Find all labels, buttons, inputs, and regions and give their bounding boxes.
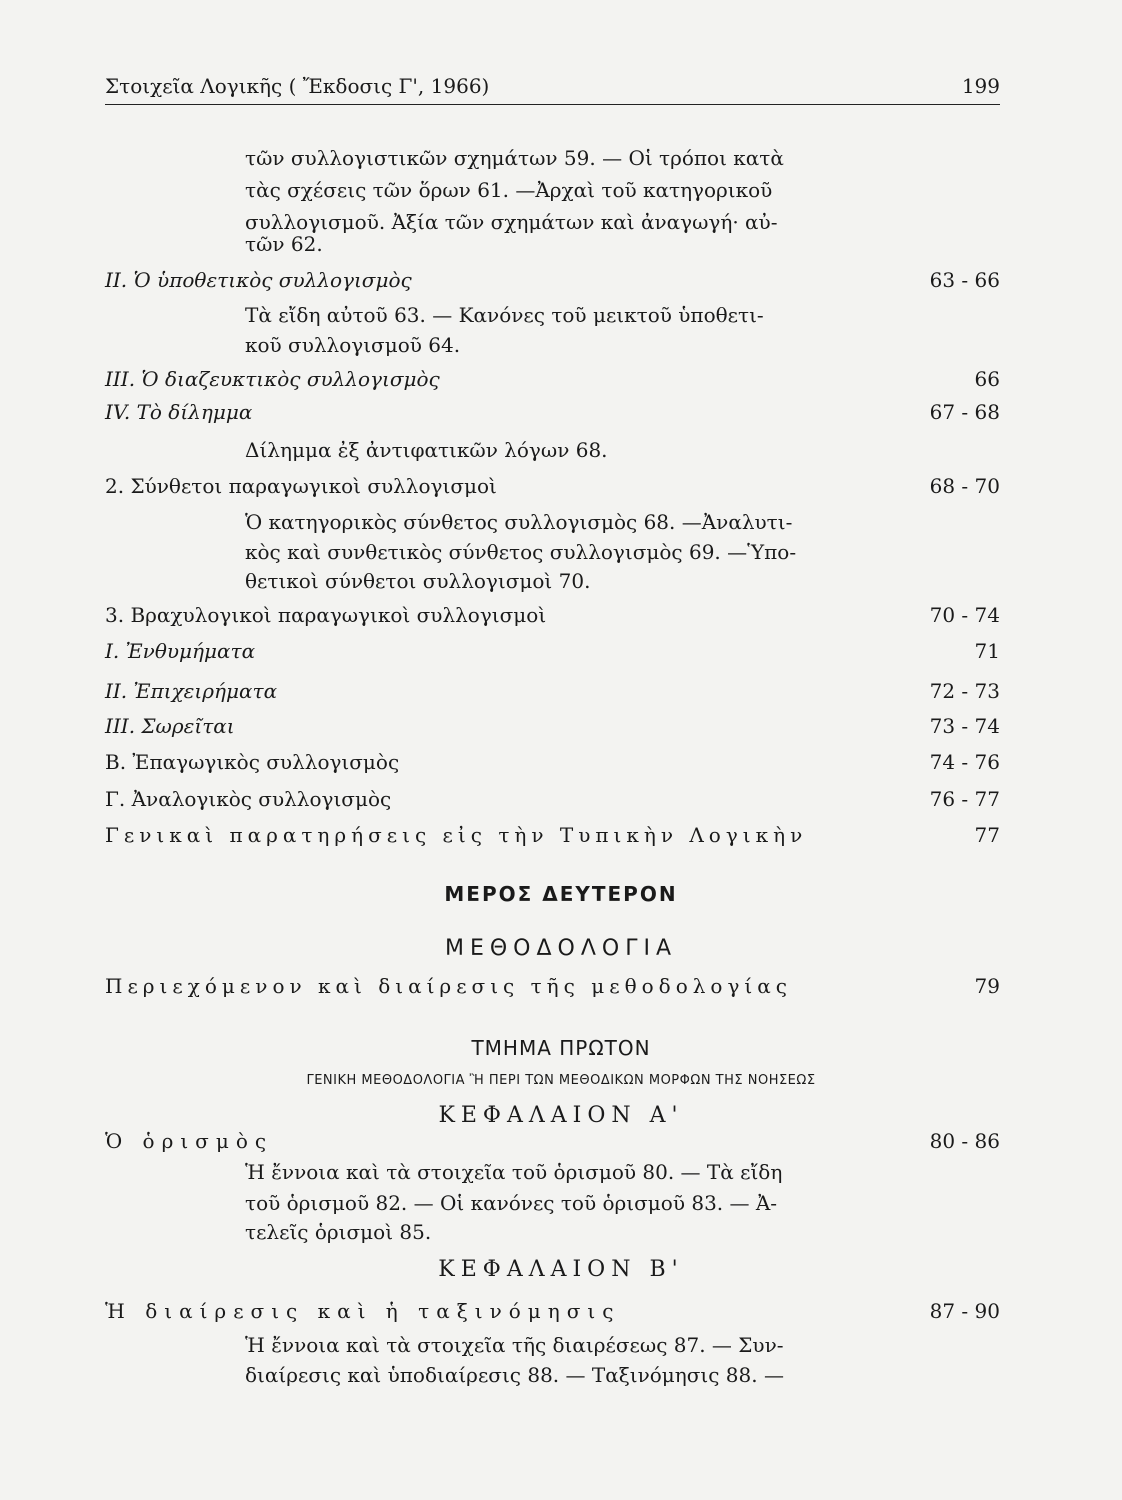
toc-description-line: τῶν 62.: [245, 232, 323, 256]
toc-entry-label: 2. Σύνθετοι παραγωγικοὶ συλλογισμοὶ: [105, 474, 497, 498]
toc-entry-pages: 72 - 73: [929, 679, 1000, 703]
section-subtitle: ΓΕΝΙΚΗ ΜΕΘΟΔΟΛΟΓΙΑ Ἢ ΠΕΡΙ ΤΩΝ ΜΕΘΟΔΙΚΩΝ ΜΟΡΦΩΝ ΤΗΣ ΝΟΗΣΕΩΣ: [306, 1073, 816, 1088]
toc-entry-pages: 74 - 76: [929, 750, 1000, 774]
chapter-a-heading: ΚΕΦΑΛΑΙΟΝ Α': [438, 1103, 684, 1128]
chapter-b-heading: ΚΕΦΑΛΑΙΟΝ Β': [438, 1257, 684, 1282]
toc-description-line: Δίλημμα ἐξ ἀντιφατικῶν λόγων 68.: [245, 438, 608, 462]
toc-entry-label: Ἡ διαίρεσις καὶ ἡ ταξινόμησις: [105, 1299, 621, 1323]
toc-entry-pages: 66: [974, 367, 1000, 391]
toc-description-line: κὸς καὶ συνθετικὸς σύνθετος συλλογισμὸς 69. —Ὑπο-: [245, 540, 797, 564]
toc-entry-pages: 80 - 86: [929, 1129, 1000, 1153]
toc-entry-label: ΙΙ. Ἐπιχειρήματα: [105, 679, 278, 703]
toc-entry-pages: 63 - 66: [929, 268, 1000, 292]
toc-entry-label: ΙΙΙ. Ὁ διαζευκτικὸς συλλογισμὸς: [105, 367, 440, 391]
running-header: [105, 70, 1000, 105]
page-number: 199: [961, 74, 1000, 98]
toc-entry-pages: 73 - 74: [929, 714, 1000, 738]
toc-entry-label: ΙΙΙ. Σωρεῖται: [105, 714, 235, 738]
toc-entry-label: 3. Βραχυλογικοὶ παραγωγικοὶ συλλογισμοὶ: [105, 603, 547, 627]
toc-description-line: τὰς σχέσεις τῶν ὅρων 61. —Ἀρχαὶ τοῦ κατηγορικοῦ: [245, 178, 773, 202]
part-subject: ΜΕΘΟΔΟΛΟΓΙΑ: [444, 936, 678, 961]
toc-entry-label: Γενικαὶ παρατηρήσεις εἰς τὴν Τυπικὴν Λογικὴν: [105, 823, 808, 847]
toc-entry-label: Ι. Ἐνθυμήματα: [105, 639, 256, 663]
toc-entry-pages: 70 - 74: [929, 603, 1000, 627]
toc-entry-pages: 76 - 77: [929, 787, 1000, 811]
toc-description-line: διαίρεσις καὶ ὑποδιαίρεσις 88. — Ταξινόμησις 88. —: [245, 1363, 784, 1387]
toc-description-line: Ἡ ἔννοια καὶ τὰ στοιχεῖα τῆς διαιρέσεως 87. — Συν-: [245, 1333, 784, 1357]
toc-description-line: Ἡ ἔννοια καὶ τὰ στοιχεῖα τοῦ ὁρισμοῦ 80. — Τὰ εἴδη: [245, 1160, 783, 1184]
running-title: Στοιχεῖα Λογικῆς ( Ἔκδοσις Γ', 1966): [105, 74, 490, 98]
toc-description-line: τῶν συλλογιστικῶν σχημάτων 59. — Οἱ τρόποι κατὰ: [245, 146, 784, 170]
toc-entry-label: Γ. Ἀναλογικὸς συλλογισμὸς: [105, 787, 392, 811]
toc-entry-pages: 68 - 70: [929, 474, 1000, 498]
toc-entry-label: Ὁ ὁρισμὸς: [105, 1129, 274, 1153]
toc-entry-label: ΙV. Τὸ δίλημμα: [105, 400, 253, 424]
toc-entry-pages: 71: [974, 639, 1000, 663]
toc-description-line: τελεῖς ὁρισμοὶ 85.: [245, 1220, 432, 1244]
toc-description-line: θετικοὶ σύνθετοι συλλογισμοὶ 70.: [245, 569, 591, 593]
section-title: ΤΜΗΜΑ ΠΡΩΤΟΝ: [471, 1036, 651, 1060]
toc-entry-label: Β. Ἐπαγωγικὸς συλλογισμὸς: [105, 750, 400, 774]
toc-entry-pages: 67 - 68: [929, 400, 1000, 424]
toc-description-line: Τὰ εἴδη αὐτοῦ 63. — Κανόνες τοῦ μεικτοῦ ὑποθετι-: [245, 303, 764, 327]
toc-description-line: Ὁ κατηγορικὸς σύνθετος συλλογισμὸς 68. —Ἀναλυτι-: [245, 510, 793, 534]
toc-description-line: κοῦ συλλογισμοῦ 64.: [245, 333, 461, 357]
toc-entry-label: ΙΙ. Ὁ ὑποθετικὸς συλλογισμὸς: [105, 268, 412, 292]
toc-entry-label: Περιεχόμενον καὶ διαίρεσις τῆς μεθοδολογίας: [105, 974, 792, 998]
toc-entry-pages: 79: [974, 974, 1000, 998]
toc-entry-pages: 77: [974, 823, 1000, 847]
toc-description-line: τοῦ ὁρισμοῦ 82. — Οἱ κανόνες τοῦ ὁρισμοῦ 83. — Ἀ-: [245, 1191, 778, 1215]
part-title: ΜΕΡΟΣ ΔΕΥΤΕΡΟΝ: [444, 882, 678, 906]
toc-description-line: συλλογισμοῦ. Ἀξία τῶν σχημάτων καὶ ἀναγωγή· αὐ-: [245, 210, 778, 234]
toc-entry-pages: 87 - 90: [929, 1299, 1000, 1323]
